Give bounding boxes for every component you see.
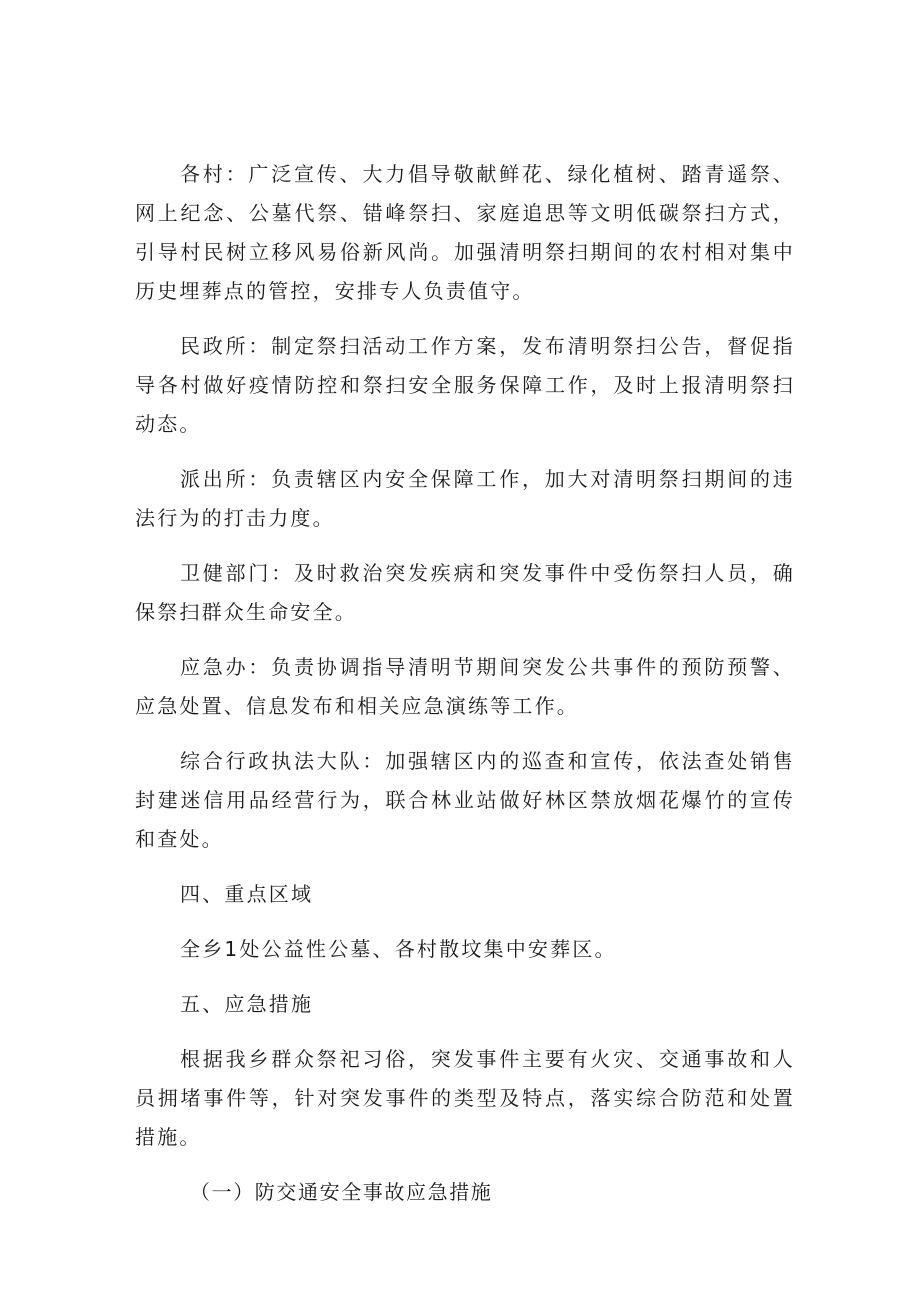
paragraph-villages: 各村：广泛宣传、大力倡导敬献鲜花、绿化植树、踏青遥祭、网上纪念、公墓代祭、错峰祭扫、家庭追思等文明低碳祭扫方式，引导村民树立移风易俗新风尚。加强清明祭扫期间的农村相对集中历史埋葬点的管控，安排专人负责值守。	[135, 162, 795, 303]
section-heading-emergency-measures: 五、应急措施	[180, 992, 314, 1016]
document-body	[135, 155, 795, 1212]
paragraph-emergency-office: 应急办：负责协调指导清明节期间突发公共事件的预防预警、应急处置、信息发布和相关应急演练等工作。	[135, 655, 795, 718]
paragraph-civil-affairs: 民政所：制定祭扫活动工作方案，发布清明祭扫公告，督促指导各村做好疫情防控和祭扫安全服务保障工作，及时上报清明祭扫动态。	[135, 334, 795, 436]
paragraph-key-areas: 全乡1处公益性公墓、各村散坟集中安葬区。	[180, 937, 617, 961]
paragraph-law-enforcement: 综合行政执法大队：加强辖区内的巡查和宣传，依法查处销售封建迷信用品经营行为，联合林业站做好林区禁放烟花爆竹的宣传和查处。	[135, 749, 795, 851]
subheading-traffic-safety: （一）防交通安全事故应急措施	[190, 1180, 493, 1204]
paragraph-health: 卫健部门：及时救治突发疾病和突发事件中受伤祭扫人员，确保祭扫群众生命安全。	[135, 561, 795, 624]
paragraph-police: 派出所：负责辖区内安全保障工作，加大对清明祭扫期间的违法行为的打击力度。	[135, 467, 795, 530]
paragraph-emergency-measures: 根据我乡群众祭祀习俗，突发事件主要有火灾、交通事故和人员拥堵事件等，针对突发事件的类型及特点，落实综合防范和处置措施。	[135, 1047, 795, 1149]
section-heading-key-areas: 四、重点区域	[180, 882, 314, 906]
